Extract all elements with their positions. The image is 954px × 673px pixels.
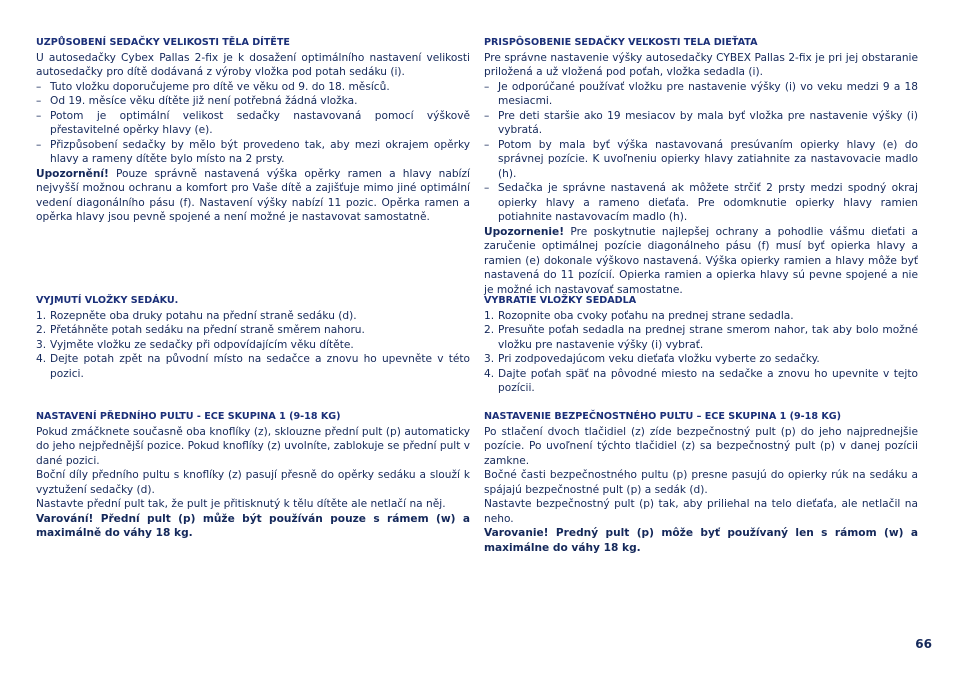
- section-title: VYBRATIE VLOŽKY SEDADLA: [484, 295, 637, 306]
- list-marker: 2.: [484, 324, 495, 336]
- list-item: 2. Přetáhněte potah sedáku na přední straně směrem nahoru.: [36, 324, 365, 336]
- list-marker: 4.: [36, 353, 47, 365]
- section-insert-removal-cz: [36, 294, 470, 410]
- list-item: 1. Rozopnite oba cvoky poťahu na prednej strane sedadla.: [484, 309, 794, 322]
- list-marker: 2.: [36, 324, 47, 336]
- list-marker: 3.: [484, 353, 495, 365]
- list-item: – Potom by mala byť výška nastavovaná presúvaním opierky hlavy (e) do správnej pozície. K uvoľneniu opierky hlavy zatiahnite za nastavovacie madlo (h).: [484, 138, 918, 180]
- paragraph: Pre správne nastavenie výšky autosedačky CYBEX Pallas 2-fix je pri jej obstaranie priložená a už vložená pod poťah, vložka sedadla (i).: [484, 51, 918, 78]
- section-size-adjust-sk: [484, 36, 918, 294]
- paragraph: Nastavte bezpečnostný pult (p) tak, aby priliehal na telo dieťaťa, ale netlačil na neho.: [484, 498, 918, 525]
- dash-list: [36, 80, 470, 167]
- list-item: – Je odporúčané používať vložku pre nastavenie výšky (i) vo veku medzi 9 a 18 mesiacmi.: [484, 80, 918, 107]
- list-item: 3. Vyjměte vložku ze sedačky při odpovídajícím věku dítěte.: [36, 338, 354, 351]
- list-item: – Přizpůsobení sedačky by mělo být provedeno tak, aby mezi okrajem opěrky hlavy a rameny dítěte bylo místo na 2 prsty.: [36, 138, 470, 165]
- page-number: 66: [915, 637, 932, 651]
- list-item: 2. Presuňte poťah sedadla na prednej strane smerom nahor, tak aby bolo možné vložku pre nastavenie výšky (i) vybrať.: [484, 324, 918, 351]
- paragraph: Pokud zmáčknete současně oba knoflíky (z), sklouzne přední pult (p) automaticky do jeho nejpřednější pozice. Pokud knoflíky (z) uvolníte, zablokuje se přední pult v dané pozici.: [36, 425, 471, 467]
- list-item: 3. Pri zodpovedajúcom veku dieťaťa vložku vyberte zo sedačky.: [484, 353, 820, 365]
- list-item: – Pre deti staršie ako 19 mesiacov by mala byť vložka pre nastavenie výšky (i) vybratá.: [484, 109, 918, 136]
- list-item: – Tuto vložku doporučujeme pro dítě ve věku od 9. do 18. měsíců.: [36, 80, 390, 93]
- paragraph: Nastavte přední pult tak, že pult je přitisknutý k tělu dítěte ale netlačí na něj.: [36, 498, 446, 510]
- paragraph: Po stlačení dvoch tlačidiel (z) zíde bezpečnostný pult (p) do jeho najprednejšie pozície. Po uvoľnení týchto tlačidiel (z) sa bezpečnostný pult (p) v danej pozícii zamkne.: [484, 425, 918, 467]
- list-marker: –: [484, 138, 490, 151]
- paragraph: Boční díly předního pultu s knoflíky (z) pasují přesně do opěrky sedáku a slouží k vyztužení sedačky (d).: [36, 469, 470, 496]
- list-marker: –: [484, 109, 490, 122]
- list-item: 4. Dejte potah zpět na původní místo na sedačce a znovu ho upevněte v této pozici.: [36, 353, 470, 380]
- list-marker: –: [36, 95, 42, 107]
- list-item: 1. Rozepněte oba druky potahu na přední straně sedáku (d).: [36, 309, 357, 322]
- section-title: PRISPÔSOBENIE SEDAČKY VEĽKOSTI TELA DIEŤATA: [484, 37, 758, 48]
- section-title: VYJMUTÍ VLOŽKY SEDÁKU.: [36, 295, 179, 306]
- section-title: NASTAVENÍ PŘEDNÍHO PULTU - ECE SKUPINA 1 (9-18 KG): [36, 411, 341, 422]
- section-size-adjust-cz: [36, 36, 470, 294]
- paragraph: Bočné časti bezpečnostného pultu (p) presne pasujú do opierky rúk na sedáku a spájajú bezpečnostné pult (p) a sedák (d).: [484, 469, 918, 496]
- list-item: – Sedačka je správne nastavená ak môžete strčiť 2 prsty medzi spodný okraj opierky hlavy a rameno dieťaťa. Pre odomknutie opierky hlavy ramien potiahnite nastavovacím madlo (h).: [484, 182, 918, 223]
- list-marker: –: [36, 138, 42, 151]
- section-insert-removal-sk: [484, 294, 918, 410]
- list-marker: 1.: [484, 309, 495, 322]
- right-column: [484, 36, 918, 555]
- list-marker: –: [36, 109, 42, 122]
- list-item: – Potom je optimální velikost sedačky nastavovaná pomocí výškově přestavitelné opěrky hlavy (e).: [36, 109, 470, 136]
- list-marker: –: [484, 80, 490, 93]
- section-title: NASTAVENIE BEZPEČNOSTNÉHO PULTU – ECE SKUPINA 1 (9-18 KG): [484, 411, 842, 422]
- numbered-list: [484, 309, 918, 396]
- section-impact-shield-sk: [484, 410, 918, 555]
- warning-paragraph: Upozornenie! Pre poskytnutie najlepšej ochrany a pohodlie vášmu dieťati a zaručenie optimálnej pozície diagonálneho pásu (f) musí byť opierka hlavy a ramien (e) dokonale výškovo nastavená. Výška opierky ramien a hlavy môže byť nastavená do 11 pozícií. Opierka ramien a opierka hlavy sú pevne spojené a nie je možné ich nastavovať samostatne.: [484, 225, 918, 296]
- list-item: 4. Dajte poťah späť na pôvodné miesto na sedačke a znovu ho upevnite v tejto pozícii.: [484, 367, 918, 394]
- warning-label: Upozornenie!: [484, 225, 565, 238]
- warning-paragraph: Varování! Přední pult (p) může být používán pouze s rámem (w) a maximálně do váhy 18 kg.: [36, 512, 470, 539]
- list-marker: –: [36, 80, 42, 93]
- paragraph: U autosedačky Cybex Pallas 2-fix je k dosažení optimálního nastavení velikosti autosedačky pro dítě dodávaná z výroby vložka pod potah sedáku (i).: [36, 51, 470, 78]
- list-marker: 3.: [36, 338, 47, 351]
- warning-label: Upozornění!: [36, 167, 109, 180]
- list-marker: 4.: [484, 367, 495, 380]
- warning-paragraph: Upozornění! Pouze správně nastavená výška opěrky ramen a hlavy nabízí nejvyšší možnou ochranu a komfort pro Vaše dítě a zajišťuje mimo jiné optimální vedení diagonálního pásu (f). Nastavení výšky nabízí 11 pozic. Opěrka ramen a opěrka hlavy jsou pevně spojené a není možné je nastavovat samostatně.: [36, 167, 470, 223]
- section-impact-shield-cz: [36, 410, 470, 541]
- dash-list: [484, 80, 918, 225]
- list-item: – Od 19. měsíce věku dítěte již není potřebná žádná vložka.: [36, 95, 358, 107]
- left-column: [36, 36, 470, 541]
- numbered-list: [36, 309, 470, 382]
- warning-paragraph: Varovanie! Predný pult (p) môže byť používaný len s rámom (w) a maximálne do váhy 18 kg.: [484, 527, 918, 554]
- list-marker: –: [484, 182, 490, 194]
- list-marker: 1.: [36, 309, 47, 322]
- section-title: UZPŮSOBENÍ SEDAČKY VELIKOSTI TĚLA DÍTĚTE: [36, 37, 290, 48]
